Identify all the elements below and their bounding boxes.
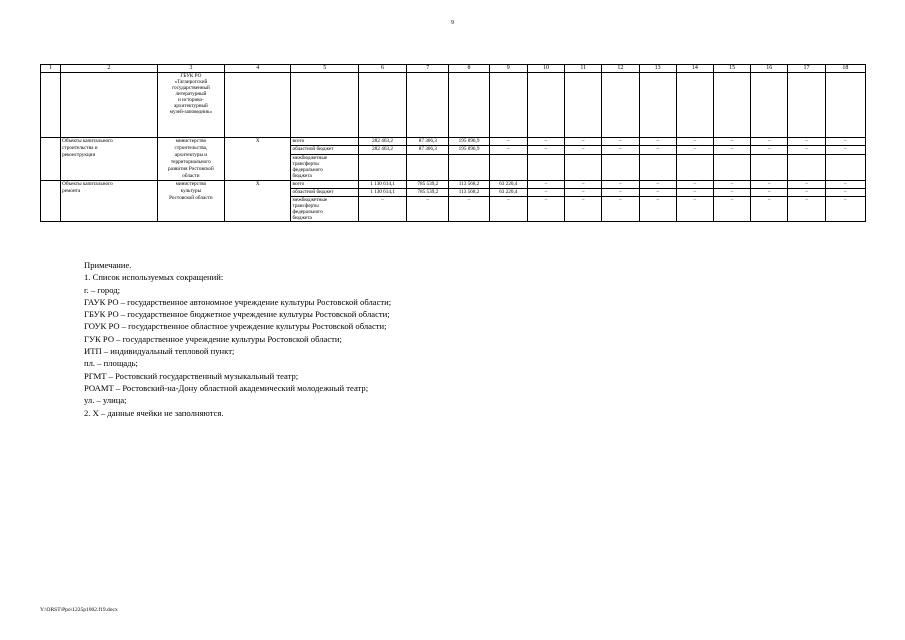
value-cell: – — [489, 146, 527, 154]
cell — [676, 154, 713, 180]
value-cell: – — [639, 189, 676, 197]
value-cell: – — [489, 197, 527, 222]
table-row — [41, 181, 866, 189]
value-cell: – — [713, 146, 750, 154]
notes-section — [84, 259, 391, 419]
cell-line: министерство — [175, 138, 207, 144]
responsible-cell — [157, 181, 224, 222]
note-line: 2. X – данные ячейки не заполняются. — [84, 407, 224, 418]
column-number: 13 — [639, 65, 676, 73]
table-row — [41, 73, 866, 138]
source-label: областной бюджет — [291, 189, 358, 197]
cell — [565, 154, 602, 180]
column-number: 16 — [751, 65, 788, 73]
value-cell: – — [676, 181, 713, 189]
value-cell: – — [639, 138, 676, 146]
column-number: 3 — [157, 65, 224, 73]
value-cell: – — [639, 181, 676, 189]
note-line: ИТП – индивидуальный тепловой пункт; — [84, 346, 235, 357]
value-cell: – — [602, 146, 639, 154]
value-cell: – — [565, 189, 602, 197]
value-cell: – — [788, 138, 825, 146]
value-cell: – — [751, 181, 788, 189]
value-cell: – — [825, 197, 865, 222]
page-number: 9 — [451, 20, 454, 26]
cell — [41, 73, 61, 138]
cell-line: реконструкции — [62, 152, 96, 158]
value-cell: – — [565, 197, 602, 222]
cell-line: межбюджетные — [292, 197, 328, 203]
value-cell: 785 539,2 — [407, 189, 449, 197]
value-cell: – — [751, 189, 788, 197]
source-label: всего — [291, 181, 358, 189]
value-cell: 63 220,4 — [489, 189, 527, 197]
cell — [41, 181, 61, 222]
value-cell: – — [676, 197, 713, 222]
cell — [407, 73, 449, 138]
value-cell: – — [713, 189, 750, 197]
value-cell: – — [639, 146, 676, 154]
value-cell: 87 366,3 — [407, 146, 449, 154]
cell — [225, 73, 291, 138]
value-cell: – — [788, 189, 825, 197]
cell-line: развития Ростовской — [167, 166, 214, 172]
column-number: 2 — [61, 65, 158, 73]
value-cell: – — [527, 189, 564, 197]
value-cell: 113 568,2 — [449, 189, 489, 197]
value-cell: – — [527, 197, 564, 222]
note-line: РГМТ – Ростовский государственный музыкальный театр; — [84, 370, 299, 381]
value-cell: – — [527, 138, 564, 146]
cell — [41, 138, 61, 181]
value-cell: – — [713, 138, 750, 146]
table-row — [41, 138, 866, 146]
cell — [825, 73, 865, 138]
cell — [788, 73, 825, 138]
cell — [788, 154, 825, 180]
value-cell: – — [751, 138, 788, 146]
cell-line: территориального — [170, 159, 211, 165]
cell — [639, 73, 676, 138]
column-number: 15 — [713, 65, 750, 73]
value-cell: – — [527, 181, 564, 189]
value-cell: – — [602, 181, 639, 189]
value-cell: 282 463,2 — [358, 138, 406, 146]
value-cell: – — [676, 146, 713, 154]
budget-table — [40, 64, 866, 222]
value-cell: – — [489, 138, 527, 146]
source-label: областной бюджет — [291, 146, 358, 154]
value-cell: – — [788, 146, 825, 154]
note-line: г. – город; — [84, 284, 121, 295]
cell-line: области — [182, 173, 200, 179]
column-number: 12 — [602, 65, 639, 73]
cell — [527, 154, 564, 180]
note-line: Примечание. — [84, 260, 132, 270]
value-cell: – — [788, 181, 825, 189]
cell — [639, 154, 676, 180]
value-cell: – — [751, 197, 788, 222]
column-number: 4 — [225, 65, 291, 73]
value-cell: – — [825, 181, 865, 189]
cell-line: федерального — [292, 166, 323, 173]
value-cell: – — [602, 197, 639, 222]
column-number: 8 — [449, 65, 489, 73]
value-cell: – — [565, 181, 602, 189]
value-cell: – — [713, 197, 750, 222]
note-line: ГУК РО – государственное учреждение культуры Ростовской области; — [84, 333, 342, 344]
column-number: 14 — [676, 65, 713, 73]
cell — [358, 154, 406, 180]
not-filled-cell: X — [225, 181, 291, 222]
cell-line: культуры — [180, 188, 202, 194]
note-line: ул. – улица; — [84, 395, 127, 406]
column-number: 6 — [358, 65, 406, 73]
responsible-cell — [157, 138, 224, 181]
cell — [602, 73, 639, 138]
note-line: ГБУК РО – государственное бюджетное учреждение культуры Ростовской области; — [84, 309, 390, 320]
source-label — [291, 197, 358, 222]
value-cell: – — [565, 146, 602, 154]
value-cell: 113 568,2 — [449, 181, 489, 189]
object-type-cell — [61, 181, 158, 222]
cell — [489, 73, 527, 138]
note-line: пл. – площадь; — [84, 358, 138, 369]
value-cell: – — [676, 138, 713, 146]
cell-line: федерального — [292, 209, 323, 215]
value-cell: – — [825, 138, 865, 146]
cell-line: Объекты капитального — [62, 181, 113, 187]
value-cell: – — [565, 138, 602, 146]
source-label: всего — [291, 138, 358, 146]
cell — [565, 73, 602, 138]
value-cell: – — [639, 197, 676, 222]
source-label — [291, 154, 358, 180]
column-number: 17 — [788, 65, 825, 73]
cell-line: архитектурный — [174, 103, 208, 109]
cell — [713, 154, 750, 180]
value-cell: 1 130 614,1 — [358, 189, 406, 197]
object-type-cell — [61, 138, 158, 181]
value-cell: – — [449, 197, 489, 222]
value-cell: – — [407, 197, 449, 222]
value-cell: 87 366,3 — [407, 138, 449, 146]
value-cell: – — [358, 197, 406, 222]
value-cell: – — [788, 197, 825, 222]
column-number: 9 — [489, 65, 527, 73]
cell-line: строительства, — [174, 145, 208, 151]
value-cell: – — [713, 181, 750, 189]
column-number: 1 — [41, 65, 61, 73]
cell-line: Объекты капитального — [62, 138, 113, 144]
cell-line: государственный — [171, 85, 210, 91]
value-cell: 282 463,2 — [358, 146, 406, 154]
value-cell: – — [527, 146, 564, 154]
column-number: 11 — [565, 65, 602, 73]
cell — [291, 73, 358, 138]
value-cell: – — [751, 146, 788, 154]
value-cell: – — [602, 189, 639, 197]
cell — [489, 154, 527, 180]
value-cell: – — [825, 146, 865, 154]
cell-line: бюджета — [292, 172, 312, 179]
cell — [449, 73, 489, 138]
cell-line: межбюджетные — [292, 154, 328, 161]
column-number: 7 — [407, 65, 449, 73]
cell-line: трансферты — [292, 160, 319, 167]
column-numbers-row — [41, 65, 866, 73]
cell-line: музей-заповедник» — [169, 109, 213, 115]
value-cell: – — [676, 189, 713, 197]
cell-line: бюджета — [292, 215, 312, 221]
cell — [358, 73, 406, 138]
value-cell: 1 130 614,1 — [358, 181, 406, 189]
value-cell: 785 539,2 — [407, 181, 449, 189]
value-cell: 195 096,9 — [449, 138, 489, 146]
cell-line: ремонта — [62, 188, 81, 194]
not-filled-cell: X — [225, 138, 291, 181]
value-cell: – — [825, 189, 865, 197]
value-cell: 195 096,9 — [449, 146, 489, 154]
note-line: ГОУК РО – государственное областное учреждение культуры Ростовской области; — [84, 321, 387, 332]
cell-line: Ростовской области — [169, 195, 213, 201]
cell-line: строительства и — [62, 145, 98, 151]
cell-line: литературный — [175, 91, 207, 97]
cell — [751, 73, 788, 138]
cell — [713, 73, 750, 138]
note-line: РОАМТ – Ростовский-на-Дону областной академический молодежный театр; — [84, 382, 369, 393]
cell — [676, 73, 713, 138]
note-line: 1. Список используемых сокращений: — [84, 272, 224, 283]
cell — [449, 154, 489, 180]
file-path-footer: Y:\ORST\Ppo\1225p1002.f19.docx — [40, 607, 118, 613]
institution-cell — [157, 73, 224, 138]
cell — [407, 154, 449, 180]
value-cell: 63 220,4 — [489, 181, 527, 189]
cell — [527, 73, 564, 138]
cell — [825, 154, 865, 180]
column-number: 10 — [527, 65, 564, 73]
cell — [61, 73, 158, 138]
cell — [751, 154, 788, 180]
cell-line: «Таганрогский — [174, 79, 208, 85]
cell-line: министерство — [175, 181, 207, 187]
column-number: 5 — [291, 65, 358, 73]
cell-line: архитектуры и — [174, 152, 207, 158]
column-number: 18 — [825, 65, 865, 73]
cell-line: ГБУК РО — [180, 73, 202, 79]
value-cell: – — [602, 138, 639, 146]
cell-line: трансферты — [292, 203, 319, 209]
note-line: ГАУК РО – государственное автономное учреждение культуры Ростовской области; — [84, 296, 392, 307]
cell — [602, 154, 639, 180]
cell-line: и историко- — [177, 97, 204, 103]
